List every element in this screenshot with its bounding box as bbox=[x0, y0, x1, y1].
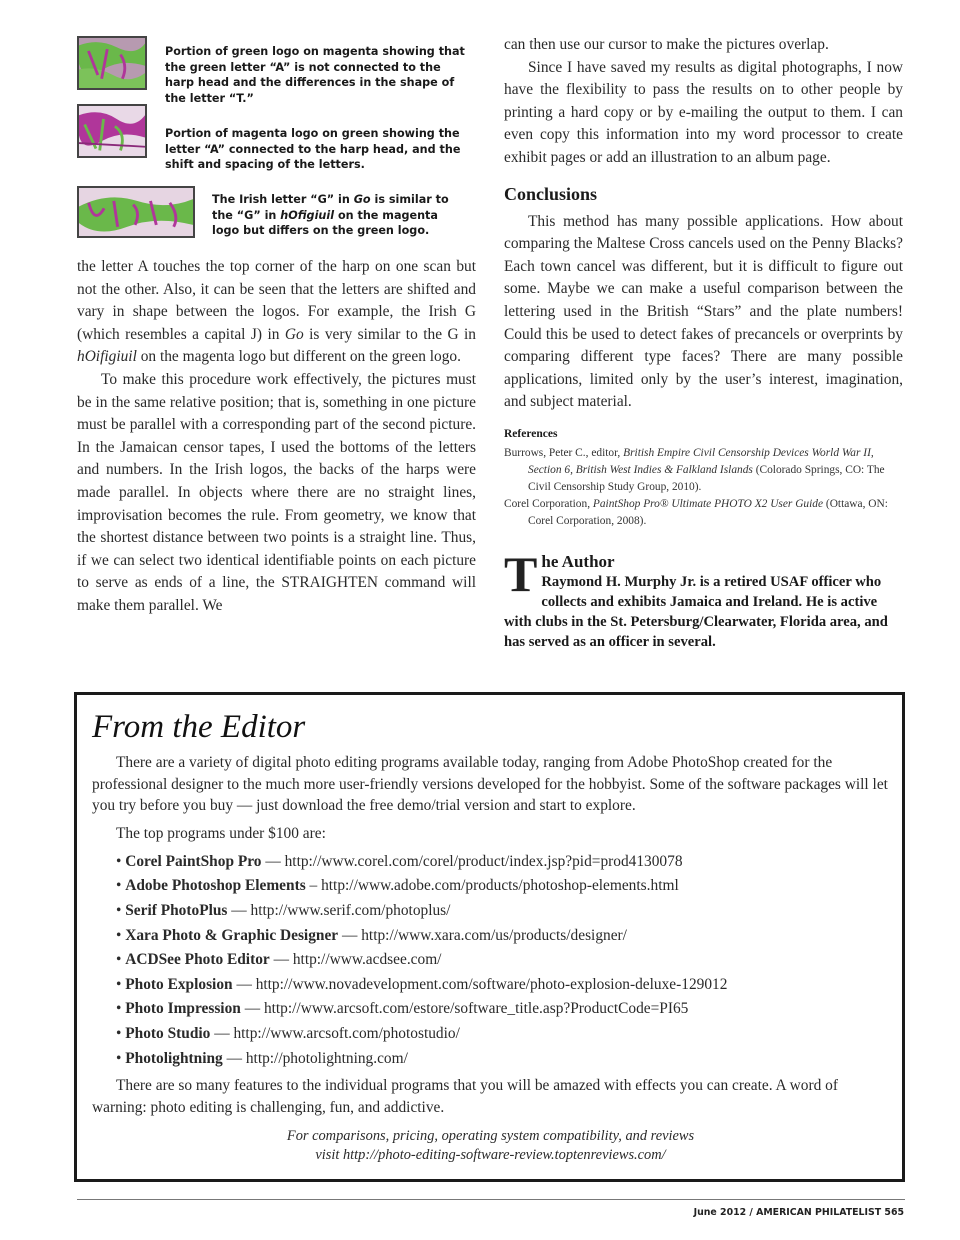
program-list-item bbox=[116, 850, 889, 875]
program-url-link[interactable]: http://www.adobe.com/products/photoshop-elements.html bbox=[321, 877, 679, 895]
left-paragraph-1: the letter A touches the top corner of the harp on one scan but not the other. Also, it can be seen that the letters are shifted and vary in shape between the logos. For example, the Irish G (which resembles a capital J) in Go is very similar to the G in hOifigiuil on the magenta logo but different on the green logo. bbox=[77, 258, 476, 366]
program-separator: — bbox=[222, 1049, 246, 1067]
program-list-item bbox=[116, 948, 889, 973]
from-the-editor-box bbox=[74, 692, 905, 1182]
editor-paragraph-3: There are so many features to the individual programs that you will be amazed with effects you can create. A word of warning: photo editing is challenging, fun, and addictive. bbox=[92, 1077, 838, 1116]
program-name: ACDSee Photo Editor bbox=[125, 951, 270, 969]
editor-paragraph-2: The top programs under $100 are: bbox=[116, 825, 326, 843]
program-list-item bbox=[116, 874, 889, 899]
program-url-link[interactable]: http://www.serif.com/photoplus/ bbox=[250, 902, 451, 919]
editor-footnote-link[interactable]: visit http://photo-editing-software-review.toptenreviews.com/ bbox=[315, 1146, 666, 1163]
program-url-link[interactable]: http://www.acdsee.com/ bbox=[292, 951, 442, 969]
reference-1: Burrows, Peter C., editor, British Empire Civil Censorship Devices World War II, Section 6, British West Indies & Falkland Islands (Colorado Springs, CO: The Civil Censorship Study Group, 2010). bbox=[504, 446, 885, 493]
magenta-logo-image bbox=[77, 104, 147, 158]
figure-2 bbox=[77, 102, 476, 176]
footer-divider bbox=[77, 1199, 905, 1200]
bullet-icon: • bbox=[116, 902, 126, 919]
figure-2-caption: Portion of magenta logo on green showing the letter “A” connected to the harp head, and the shift and spacing of the letters. bbox=[165, 127, 461, 171]
bullet-icon: • bbox=[116, 877, 126, 895]
irish-logo-comparison-image bbox=[77, 186, 195, 238]
program-list-item bbox=[116, 899, 889, 924]
figure-3-caption: The Irish letter “G” in Go is similar to the “G” in hOfigiuil on the magenta logo but differs on the green logo. bbox=[212, 193, 449, 237]
editor-footnote-line-1: For comparisons, pricing, operating system compatibility, and reviews bbox=[286, 1127, 695, 1144]
program-name: Corel PaintShop Pro bbox=[125, 852, 262, 870]
program-name: Photo Impression bbox=[125, 1000, 241, 1018]
program-separator: — bbox=[261, 852, 285, 870]
author-heading: he Author bbox=[541, 551, 615, 571]
figure-1 bbox=[77, 34, 476, 105]
bullet-icon: • bbox=[116, 1024, 126, 1042]
program-list bbox=[92, 850, 889, 1071]
editor-paragraph-1: There are a variety of digital photo editing programs available today, ranging from Adobe PhotoShop created for the professional designer to the much more user-friendly versions developed for the hobbyist. Some of the software packages will let you try before you buy — just download the free demo/trial version and start to explore. bbox=[92, 754, 888, 815]
bullet-icon: • bbox=[116, 1000, 126, 1018]
program-separator: — bbox=[269, 951, 293, 969]
conclusions-heading: Conclusions bbox=[504, 183, 598, 204]
bullet-icon: • bbox=[116, 926, 126, 944]
program-separator: — bbox=[232, 975, 256, 993]
references-heading: References bbox=[504, 427, 558, 440]
author-drop-cap: T bbox=[504, 545, 538, 602]
program-list-item bbox=[116, 1047, 889, 1072]
reference-2: Corel Corporation, PaintShop Pro® Ultimate PHOTO X2 User Guide (Ottawa, ON: Corel Corporation, 2008). bbox=[504, 497, 888, 527]
bullet-icon: • bbox=[116, 951, 126, 969]
editor-title: From the Editor bbox=[92, 709, 306, 745]
program-url-link[interactable]: http://www.arcsoft.com/photostudio/ bbox=[233, 1024, 460, 1042]
program-list-item bbox=[116, 1022, 889, 1047]
right-paragraph-1: can then use our cursor to make the pictures overlap. bbox=[504, 36, 829, 53]
program-url-link[interactable]: http://www.arcsoft.com/estore/software_title.asp?ProductCode=PI65 bbox=[263, 1000, 689, 1018]
program-separator: — bbox=[338, 926, 362, 944]
figure-3 bbox=[77, 184, 476, 248]
program-name: Serif PhotoPlus bbox=[125, 902, 228, 919]
author-section bbox=[504, 545, 903, 652]
program-name: Xara Photo & Graphic Designer bbox=[125, 926, 339, 944]
left-paragraph-2: To make this procedure work effectively, the pictures must be in the same relative position; that is, something in one picture must be parallel with a corresponding part of the second picture. In the Jamaican censor tapes, I used the bottoms of the letters and numbers. In the Irish logos, the backs of the harps were made parallel. In objects where there are no straight lines, improvisation becomes the rule. From geometry, we know that the shortest distance between two points is a straight line. Thus, if we can select two identical identifiable points on each picture to serve as ends of a line, the STRAIGHTEN command will make them parallel. We bbox=[77, 370, 476, 614]
author-bio: Raymond H. Murphy Jr. is a retired USAF officer who collects and exhibits Jamaica and Ireland. He is active with clubs in the St. Petersburg/Clearwater, Florida area, and has served as an officer in several. bbox=[504, 573, 888, 650]
program-separator: — bbox=[210, 1024, 234, 1042]
program-url-link[interactable]: http://www.corel.com/corel/product/index.jsp?pid=prod4130078 bbox=[284, 852, 683, 870]
page-footer: June 2012 / AMERICAN PHILATELIST 565 bbox=[693, 1207, 904, 1218]
green-logo-image bbox=[77, 36, 147, 90]
left-column bbox=[77, 34, 476, 618]
right-paragraph-2: Since I have saved my results as digital photographs, I now have the flexibility to pass the results on to other people by printing a hard copy or by e-mailing the output to them. I can even copy this information into my word processor to create exhibit pages or add an illustration to an album page. bbox=[504, 58, 903, 166]
program-list-item bbox=[116, 924, 889, 949]
editor-content bbox=[92, 709, 889, 1165]
program-url-link[interactable]: http://photolightning.com/ bbox=[245, 1049, 408, 1067]
program-separator: – bbox=[305, 877, 322, 895]
bullet-icon: • bbox=[116, 975, 126, 993]
right-column bbox=[504, 34, 903, 652]
program-list-item bbox=[116, 973, 889, 998]
program-url-link[interactable]: http://www.novadevelopment.com/software/photo-explosion-deluxe-129012 bbox=[255, 975, 728, 993]
program-name: Photo Studio bbox=[125, 1024, 211, 1042]
program-list-item bbox=[116, 997, 889, 1022]
program-name: Photo Explosion bbox=[125, 975, 233, 993]
program-separator: — bbox=[240, 1000, 264, 1018]
bullet-icon: • bbox=[116, 852, 126, 870]
editor-footnote bbox=[92, 1127, 889, 1165]
program-name: Photolightning bbox=[125, 1049, 223, 1067]
bullet-icon: • bbox=[116, 1049, 126, 1067]
conclusions-paragraph: This method has many possible applications. How about comparing the Maltese Cross cancels used on the Penny Blacks? Each town cancel was different, but it is difficult to figure out some. Maybe we can make a useful comparison between the lettering used in the British “Stars” and the plate numbers! Could this be used to detect fakes of precancels or overprints by comparing different type faces? There are many possible applications, limited only by the user’s interest, imagination, and subject material. bbox=[504, 212, 903, 411]
program-separator: — bbox=[227, 902, 251, 919]
program-url-link[interactable]: http://www.xara.com/us/products/designer/ bbox=[361, 926, 627, 944]
figure-1-caption: Portion of green logo on magenta showing that the green letter “A” is not connected to the harp head and the differences in the shape of the letter “T.” bbox=[165, 45, 465, 105]
program-name: Adobe Photoshop Elements bbox=[125, 877, 306, 895]
